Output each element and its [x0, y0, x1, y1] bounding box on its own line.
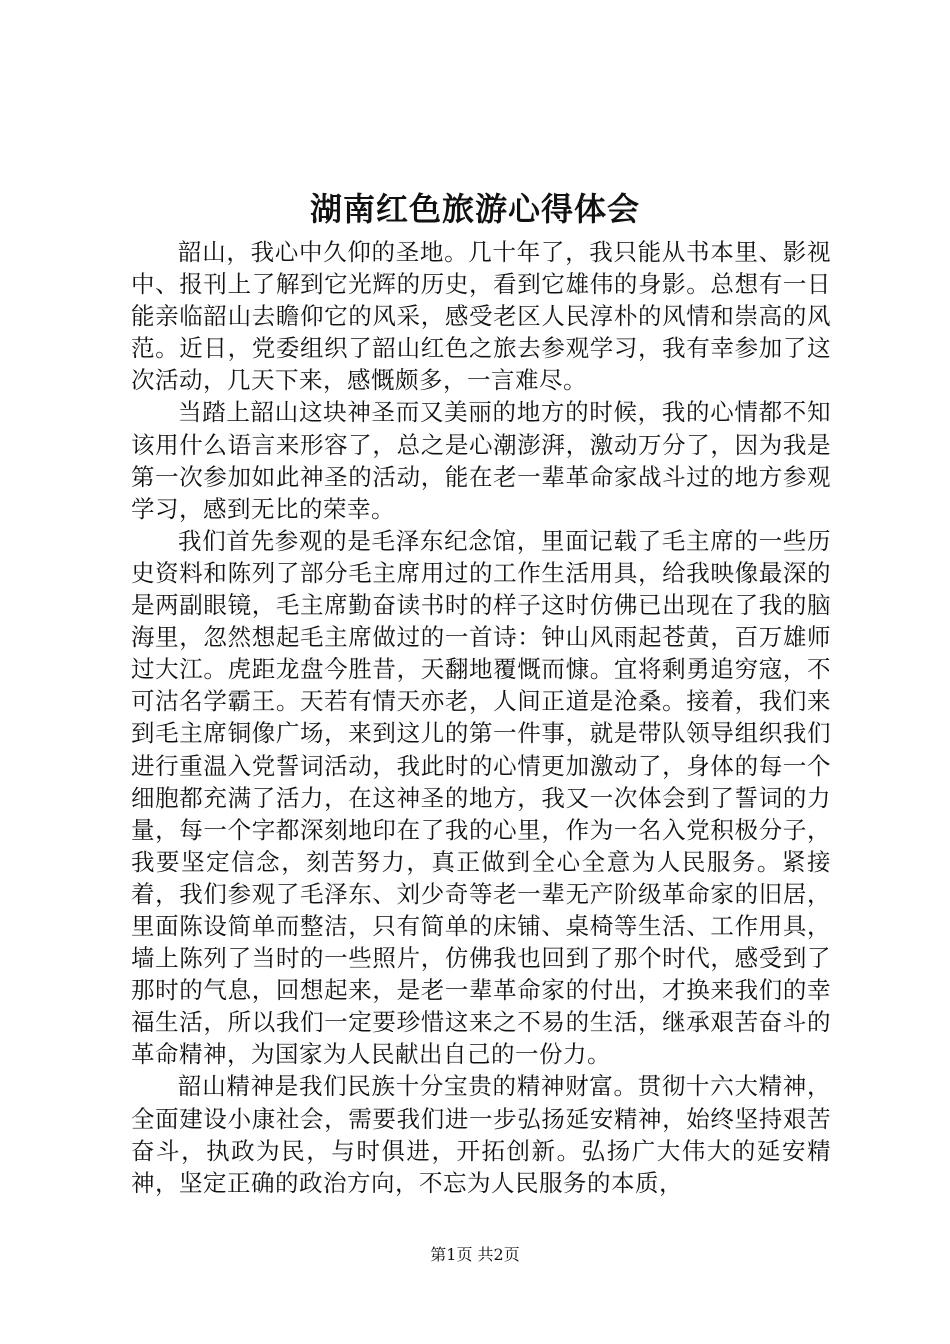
paragraph-2: 当踏上韶山这块神圣而又美丽的地方的时候，我的心情都不知该用什么语言来形容了，总之是心潮澎湃，激动万分了，因为我是第一次参加如此神圣的活动，能在老一辈革命家战斗过的地方参观学习，感到无比的荣幸。	[131, 398, 831, 523]
paragraph-1: 韶山，我心中久仰的圣地。几十年了，我只能从书本里、影视中、报刊上了解到它光辉的历史，看到它雄伟的身影。总想有一日能亲临韶山去瞻仰它的风采，感受老区人民淳朴的风情和崇高的风范。近日，党委组织了韶山红色之旅去参观学习，我有幸参加了这次活动，几天下来，感慨颇多，一言难尽。	[131, 238, 831, 395]
page-number-label: 第1页 共2页	[430, 1245, 520, 1264]
document-title: 湖南红色旅游心得体会	[309, 190, 640, 228]
paragraph-3: 我们首先参观的是毛泽东纪念馆，里面记载了毛主席的一些历史资料和陈列了部分毛主席用过的工作生活用具，给我映像最深的是两副眼镜，毛主席勤奋读书时的样子这时仿佛已出现在了我的脑海里，忽然想起毛主席做过的一首诗：钟山风雨起苍黄，百万雄师过大江。虎距龙盘今胜昔，天翻地覆慨而慷。宜将剩勇追穷寇，不可沽名学霸王。天若有情天亦老，人间正道是沧桑。接着，我们来到毛主席铜像广场，来到这儿的第一件事，就是带队领导组织我们进行重温入党誓词活动，我此时的心情更加激动了，身体的每一个细胞都充满了活力，在这神圣的地方，我又一次体会到了誓词的力量，每一个字都深刻地印在了我的心里，作为一名入党积极分子，我要坚定信念，刻苦努力，真正做到全心全意为人民服务。紧接着，我们参观了毛泽东、刘少奇等老一辈无产阶级革命家的旧居，里面陈设简单而整洁，只有简单的床铺、桌椅等生活、工作用具，墙上陈列了当时的一些照片，仿佛我也回到了那个时代，感受到了那时的气息，回想起来，是老一辈革命家的付出，才换来我们的幸福生活，所以我们一定要珍惜这来之不易的生活，继承艰苦奋斗的革命精神，为国家为人民献出自己的一份力。	[131, 526, 831, 1069]
page-footer	[0, 1244, 950, 1266]
paragraph-4: 韶山精神是我们民族十分宝贵的精神财富。贯彻十六大精神，全面建设小康社会，需要我们进一步弘扬延安精神，始终坚持艰苦奋斗，执政为民，与时俱进，开拓创新。弘扬广大伟大的延安精神，坚定正确的政治方向，不忘为人民服务的本质，	[131, 1072, 831, 1197]
document-body	[131, 236, 831, 1199]
